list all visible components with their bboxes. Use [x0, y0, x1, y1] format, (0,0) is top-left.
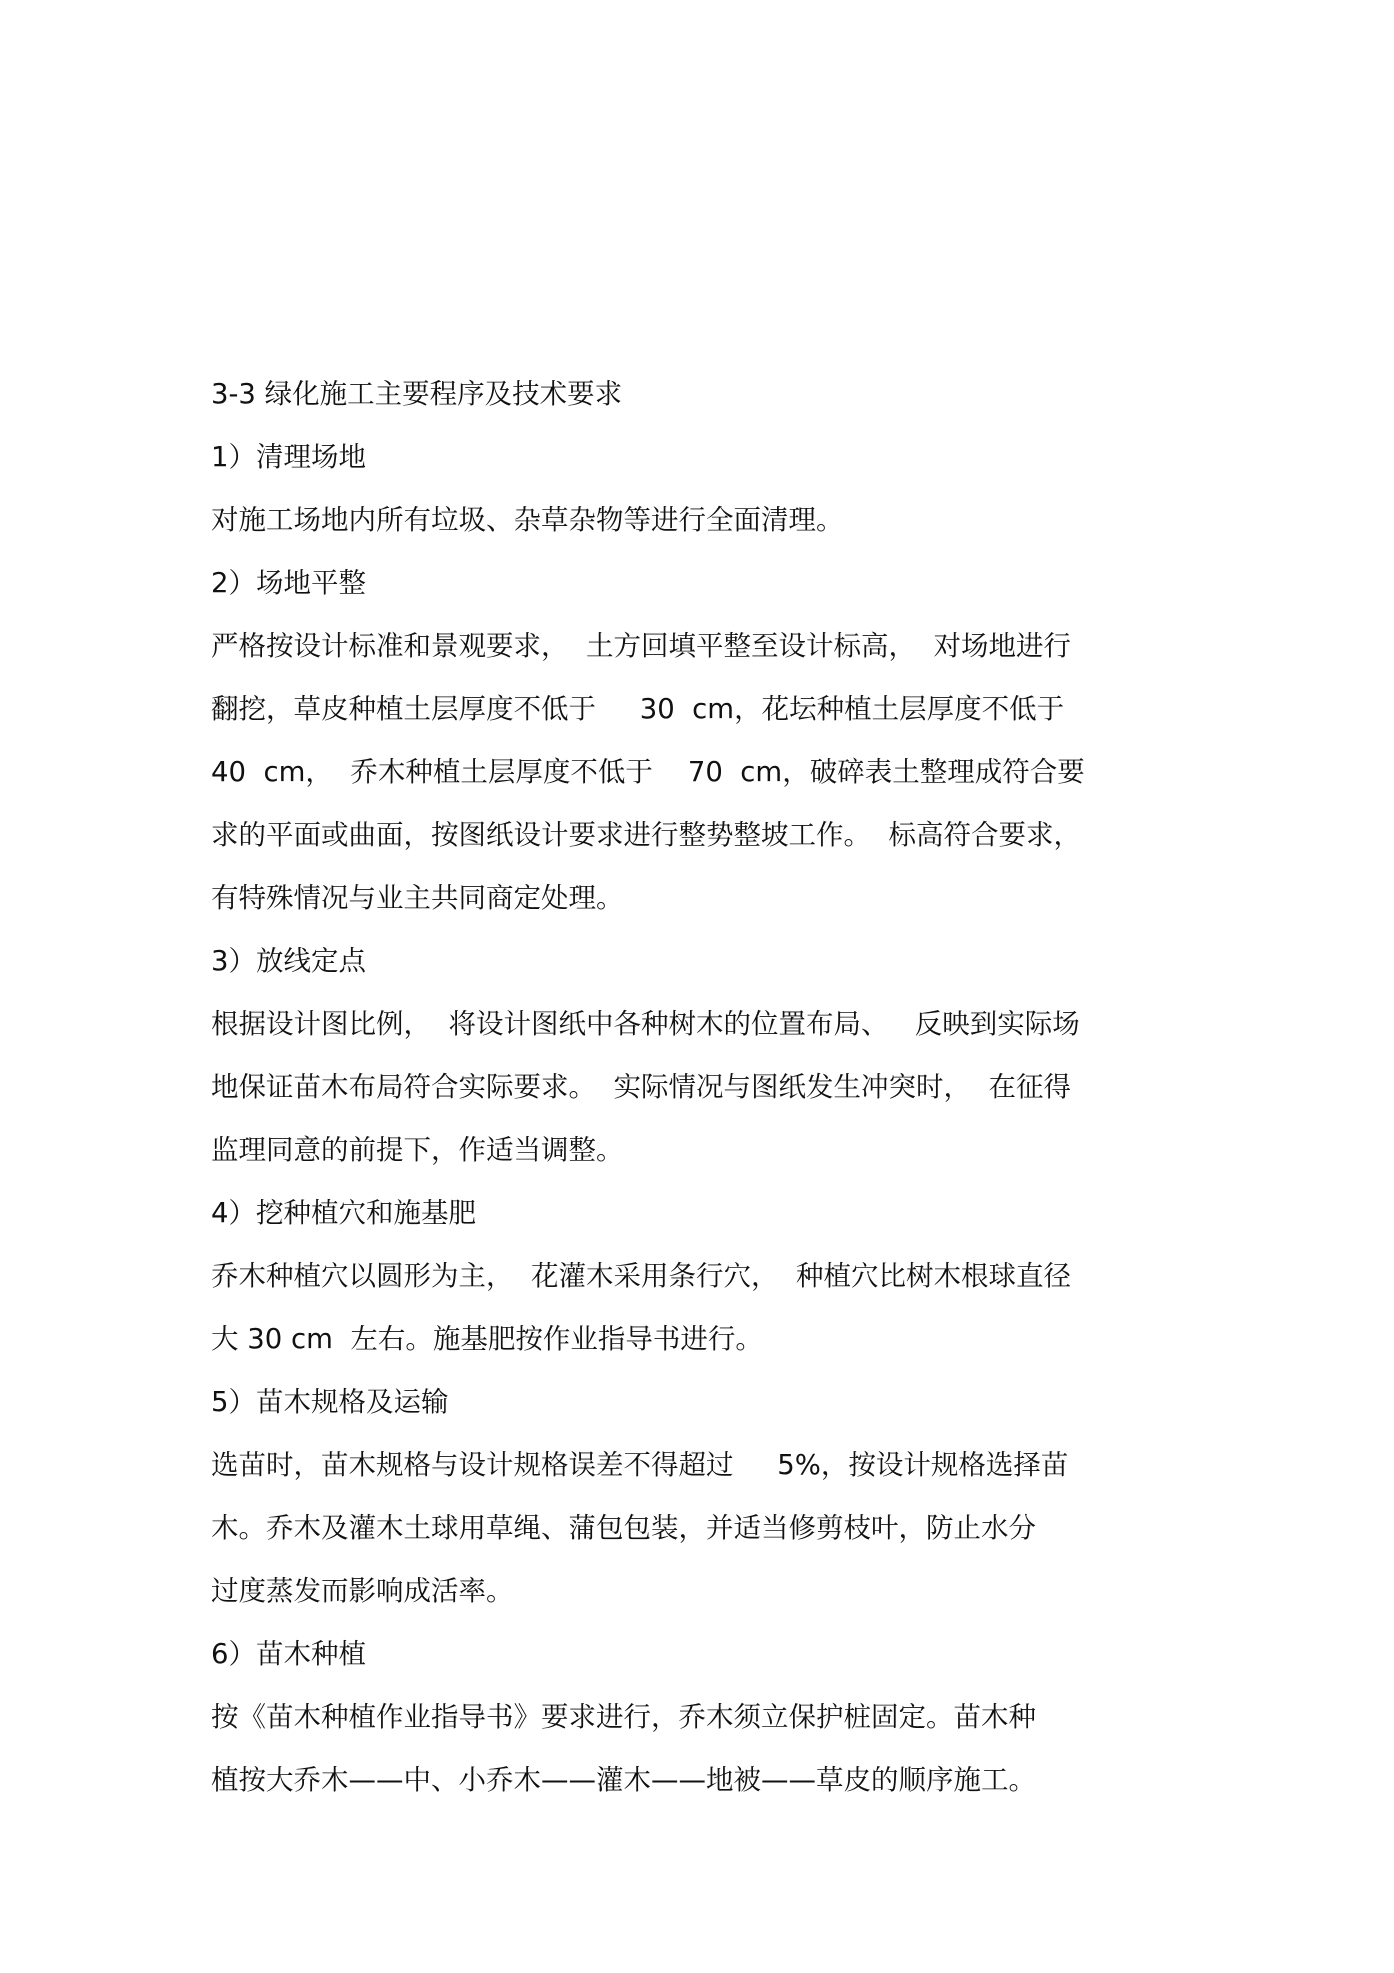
paragraph-line: 过度蒸发而影响成活率。 — [211, 1575, 514, 1607]
paragraph-line: 监理同意的前提下，作适当调整。 — [211, 1134, 624, 1166]
paragraph-line: 严格按设计标准和景观要求， 土方回填平整至设计标高， 对场地进行 — [211, 630, 1071, 662]
paragraph-line: 有特殊情况与业主共同商定处理。 — [211, 882, 624, 914]
section-heading: 3-3 绿化施工主要程序及技术要求 — [211, 378, 623, 410]
paragraph-line: 地保证苗木布局符合实际要求。 实际情况与图纸发生冲突时， 在征得 — [211, 1071, 1071, 1103]
paragraph-line: 乔木种植穴以圆形为主， 花灌木采用条行穴， 种植穴比树木根球直径 — [211, 1260, 1071, 1292]
paragraph-line: 植按大乔木——中、小乔木——灌木——地被——草皮的顺序施工。 — [211, 1764, 1036, 1796]
subheading-5: 5）苗木规格及运输 — [211, 1386, 449, 1418]
paragraph-line: 求的平面或曲面，按图纸设计要求进行整势整坡工作。 标高符合要求， — [211, 819, 1081, 851]
subheading-6: 6）苗木种植 — [211, 1638, 366, 1670]
subheading-4: 4）挖种植穴和施基肥 — [211, 1197, 476, 1229]
paragraph-line: 木。乔木及灌木土球用草绳、蒲包包装，并适当修剪枝叶，防止水分 — [211, 1512, 1036, 1544]
paragraph-line: 按《苗木种植作业指导书》要求进行，乔木须立保护桩固定。苗木种 — [211, 1701, 1036, 1733]
subheading-1: 1）清理场地 — [211, 441, 366, 473]
paragraph-line: 大 30 cm 左右。施基肥按作业指导书进行。 — [211, 1323, 763, 1355]
paragraph-line: 对施工场地内所有垃圾、杂草杂物等进行全面清理。 — [211, 504, 844, 536]
paragraph-line: 翻挖，草皮种植土层厚度不低于 30 cm，花坛种植土层厚度不低于 — [211, 693, 1065, 725]
subheading-2: 2）场地平整 — [211, 567, 366, 599]
paragraph-line: 选苗时，苗木规格与设计规格误差不得超过 5%，按设计规格选择苗 — [211, 1449, 1069, 1481]
paragraph-line: 40 cm， 乔木种植土层厚度不低于 70 cm，破碎表土整理成符合要 — [211, 756, 1085, 788]
subheading-3: 3）放线定点 — [211, 945, 366, 977]
paragraph-line: 根据设计图比例， 将设计图纸中各种树木的位置布局、 反映到实际场 — [211, 1008, 1080, 1040]
